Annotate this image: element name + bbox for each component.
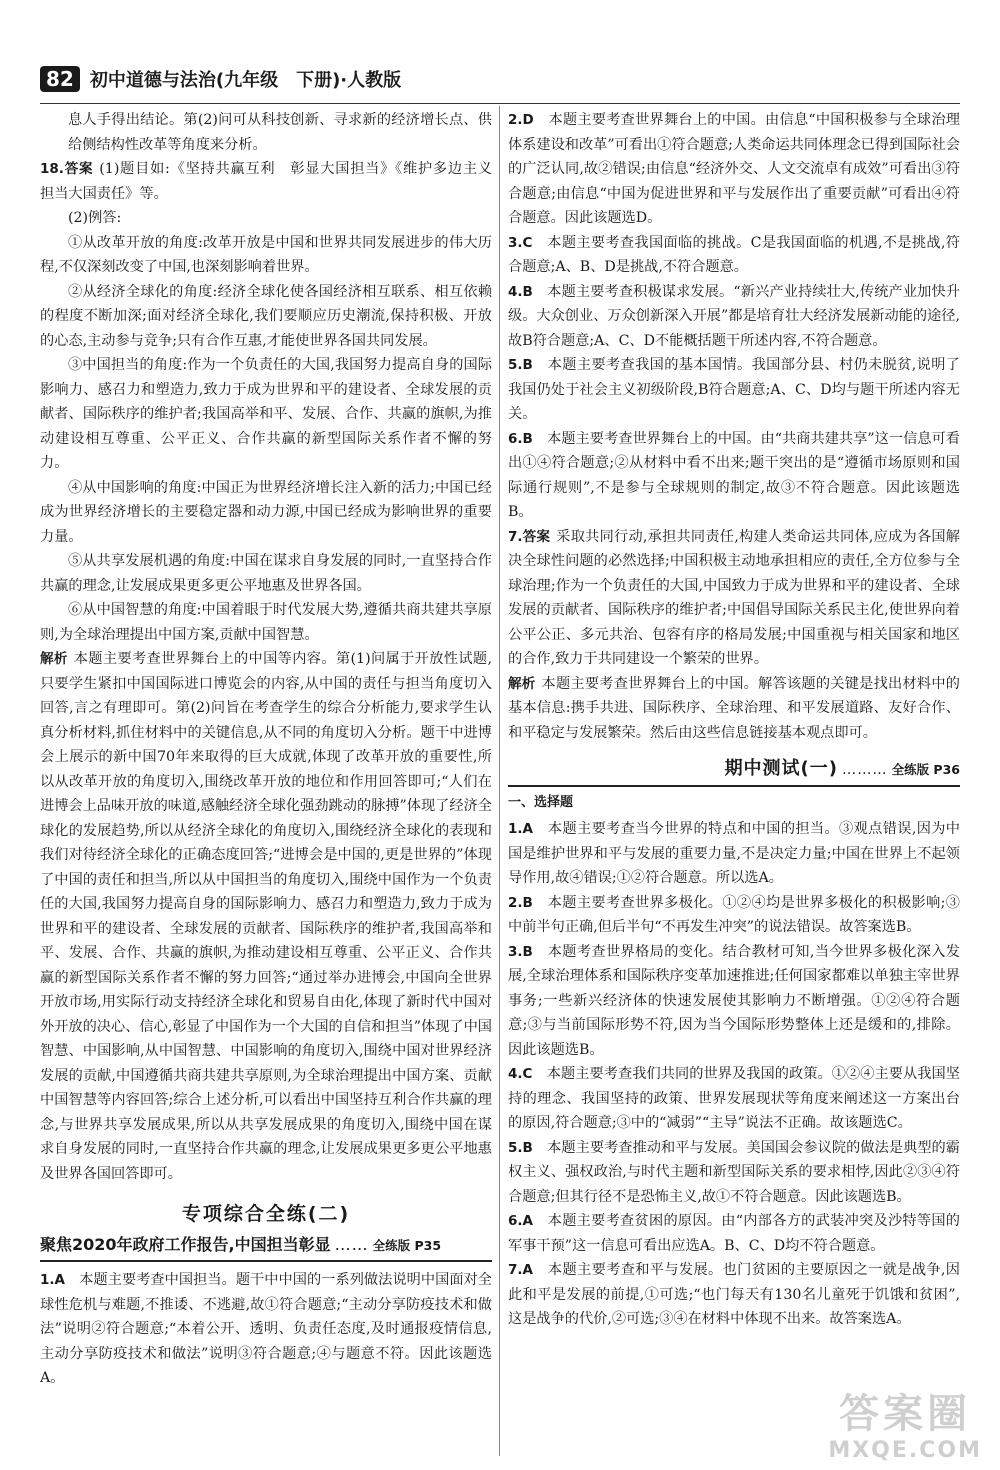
answer-item: 7.A 本题主要考查和平与发展。也门贫困的主要原因之一就是战争,因此和平是发展的前提,①可选;“也门每天有130名儿童死于饥饿和贫困”,这是战争的代价,②可选;③④在材料中体现不出来。故答案选A。 — [508, 1262, 960, 1327]
answer-item: 5.B 本题主要考查推动和平与发展。美国国会参议院的做法是典型的霸权主义、强权政治,与时代主题和新型国际关系的要求相悖,因此②③④符合题意;但其行径不是恐怖主义,故①不符合题意。因此该题选B。 — [508, 1139, 960, 1205]
answer-item: 3.C 本题主要考查我国面临的挑战。C是我国面临的机遇,不是挑战,符合题意;A、B、D是挑战,不符合题意。 — [508, 234, 960, 275]
answer-item: 6.B 本题主要考查世界舞台上的中国。由“共商共建共享”这一信息可看出①④符合题意;②从材料中看不出来;题干突出的是“遵循市场原则和国际通行规则”,不是参与全球规则的制定,故③不符合题意。因此该题选B。 — [508, 430, 960, 520]
continued-text: 息人手得出结论。第(2)问可从科技创新、寻求新的经济增长点、供给侧结构性改革等角度来分析。 — [68, 112, 492, 153]
q18-point-5: ⑤从共享发展机遇的角度:中国在谋求自身发展的同时,一直坚持合作共赢的理念,让发展成果更多更公平地惠及世界各国。 — [40, 553, 492, 594]
q18-point-4: ④从中国影响的角度:中国正为世界经济增长注入新的活力;中国已经成为世界经济增长的主要稳定器和动力源,中国已经成为影响世界的重要力量。 — [40, 479, 492, 545]
book-title: 初中道德与法治(九年级 下册)·人教版 — [89, 70, 402, 91]
q18-point-6: ⑥从中国智慧的角度:中国着眼于时代发展大势,遵循共商共建共享原则,为全球治理提出中国方案,贡献中国智慧。 — [40, 602, 492, 643]
q7-analysis: 解析 本题主要考查世界舞台上的中国。解答该题的关键是找出材料中的基本信息:携手共进、国际秩序、全球治理、和平发展道路、友好合作、和平稳定与发展繁荣。然后由这些信息链接基本观点即可。 — [508, 675, 960, 741]
section-subheading: 一、选择题 — [508, 794, 574, 810]
answer-item: 4.B 本题主要考查积极谋求发展。“新兴产业持续壮大,传统产业加快升级。大众创业、万众创新深入开展”都是培育壮大经济发展新动能的途径,故B符合题意;A、C、D不能概括题干所述内容,不符合题意。 — [508, 283, 960, 349]
q18-point-3: ③中国担当的角度:作为一个负责任的大国,我国努力提高自身的国际影响力、感召力和塑造力,致力于成为世界和平的建设者、全球发展的贡献者、国际秩序的维护者;我国高举和平、发展、合作、共赢的旗帜,为推动建设相互尊重、公平正义、合作共赢的新型国际关系作者不懈的努力。 — [40, 357, 492, 471]
q18-analysis: 解析 本题主要考查世界舞台上的中国等内容。第(1)问属于开放性试题,只要学生紧扣中国国际进口博览会的内容,从中国的责任与担当角度切入回答,言之有理即可。第(2)问旨在考查学生的综合分析能力,要求学生认真分析材料,抓住材料中的关键信息,从不同的角度切入分析。题干中进博会上展示的新中国70年来取得的巨大成就,体现了改革开放的重要性,所以从改革开放的角度切入,围绕改革开放的地位和作用回答即可;“人们在进博会上品味开放的味道,感触经济全球化强劲跳动的脉搏”体现了经济全球化的发展趋势,所以从经济全球化的角度切入,围绕经济全球化的表现和我们对待经济全球化的正确态度回答;“进博会是中国的,更是世界的”体现了中国的责任和担当,所以从中国担当的角度切入,围绕中国作为一个负责任的大国,我国努力提高自身的国际影响力、感召力和塑造力,致力于成为世界和平的建设者、全球发展的贡献者、国际秩序的维护者,我国高举和平、发展、合作、共赢的旗帜,为推动建设相互尊重、公平正义、合作共赢的新型国际关系作者不懈的努力回答;“通过举办进博会,中国向全世界开放市场,用实际行动支持经济全球化和贸易自由化,体现了新时代中国对外开放的决心、信心,彰显了中国作为一个大国的自信和担当”体现了中国智慧、中国影响,从中国智慧、中国影响的角度切入,围绕中国对世界经济发展的贡献,中国遵循共商共建共享原则,为全球治理提出中国方案、贡献中国智慧等内容回答;综合上述分析,可以看出中国坚持互利合作共赢的理念,与世界共享发展成果,所以从共享发展成果的角度切入,围绕中国在谋求自身发展的同时,一直坚持合作共赢的理念,让发展成果更多更公平地惠及世界各国回答即可。 — [40, 651, 493, 1182]
q18-point-1: ①从改革开放的角度:改革开放是中国和世界共同发展进步的伟大历程,不仅深刻改变了中国,也深刻影响着世界。 — [40, 234, 492, 275]
page-header — [40, 64, 401, 94]
watermark-logo: 答案圈 MXQE.COM — [828, 1391, 982, 1463]
section-title-midterm: 期中测试(一) ……… 全练版 P36 — [508, 757, 960, 787]
page-number: 82 — [40, 66, 80, 92]
answer-item: 2.B 本题主要考查世界多极化。①②④均是世界多极化的积极影响;③中前半句正确,但后半句“不再发生冲突”的说法错误。故答案选B。 — [508, 894, 960, 935]
section-title-special: 专项综合全练(二) — [181, 1203, 351, 1225]
q18-point-2: ②从经济全球化的角度:经济全球化使各国经济相互联系、相互依赖的程度不断加深;面对经济全球化,我们要顺应历史潮流,保持积极、开放的心态,主动参与竞争;只有合作互惠,才能使世界各国共同发展。 — [40, 283, 492, 349]
header-rule — [40, 103, 960, 104]
q7-answer: 7.答案 采取共同行动,承担共同责任,构建人类命运共同体,应成为各国解决全球性问题的必然选择;中国积极主动地承担相应的责任,全方位参与全球治理;作为一个负责任的大国,中国致力于成为世界和平的建设者、全球发展的贡献者、国际秩序的维护者;中国倡导国际关系民主化,使世界向着公平公正、多元共治、包容有序的格局发展;中国重视与相关国家和地区的合作,致力于共同建设一个繁荣的世界。 — [508, 528, 960, 667]
right-column — [508, 108, 960, 1332]
left-column — [40, 108, 507, 1391]
answer-item: 5.B 本题主要考查我国的基本国情。我国部分县、村仍未脱贫,说明了我国仍处于社会主义初级阶段,B符合题意;A、C、D均与题干所述内容无关。 — [508, 357, 960, 422]
answer-item: 4.C 本题主要考查我们共同的世界及我国的政策。①②④主要从我国坚持的理念、我国坚持的政策、世界发展现状等角度来阐述这一方案出台的原因,符合题意;③中的“减弱”“主导”说法不正确。故该题选C。 — [508, 1066, 960, 1131]
column-divider — [499, 106, 500, 1456]
answer-item: 6.A 本题主要考查贫困的原因。由“内部各方的武装冲突及沙特等国的军事干预”这一信息可看出应选A。B、C、D均不符合题意。 — [508, 1213, 960, 1254]
q18-answer-2: (2)例答: — [68, 210, 122, 226]
answer-item: 2.D 本题主要考查世界舞台上的中国。由信息“中国积极参与全球治理体系建设和改革”可看出①符合题意;人类命运共同体理念已得到国际社会的广泛认同,故②错误;由信息“经济外交、人文交流卓有成效”可看出③符合题意;由信息“中国为促进世界和平与发展作出了重要贡献”可看出④符合题意。因此该题选D。 — [508, 112, 960, 226]
answer-item: 3.B 本题考查世界格局的变化。结合教材可知,当今世界多极化深入发展,全球治理体系和国际秩序变革加速推进;任何国家都难以单独主宰世界事务;一些新兴经济体的快速发展使其影响力不断增强。①②④符合题意;③与当前国际形势不符,因为当今国际形势整体上还是缓和的,排除。因此该题选B。 — [508, 943, 960, 1058]
section-subtitle: 聚焦2020年政府工作报告,中国担当彰显 …… 全练版 P35 — [40, 1233, 492, 1263]
answer-item: 1.A 本题主要考查中国担当。题干中中国的一系列做法说明中国面对全球性危机与难题,不推诿、不逃避,故①符合题意;“主动分享防疫技术和做法”说明②符合题意;“本着公开、透明、负责任态度,及时通报疫情信息,主动分享防疫技术和做法”说明③符合题意;④与题意不符。因此该题选A。 — [40, 1272, 492, 1386]
q18-answer: 18.答案 (1)题目如:《坚持共赢互利 彰显大国担当》《维护多边主义 担当大国责任》等。 — [40, 161, 507, 202]
answer-item: 1.A 本题主要考查当今世界的特点和中国的担当。③观点错误,因为中国是维护世界和平与发展的重要力量,不是决定力量;中国在世界上不起领导作用,故④错误;①②符合题意。所以选A。 — [508, 821, 960, 886]
